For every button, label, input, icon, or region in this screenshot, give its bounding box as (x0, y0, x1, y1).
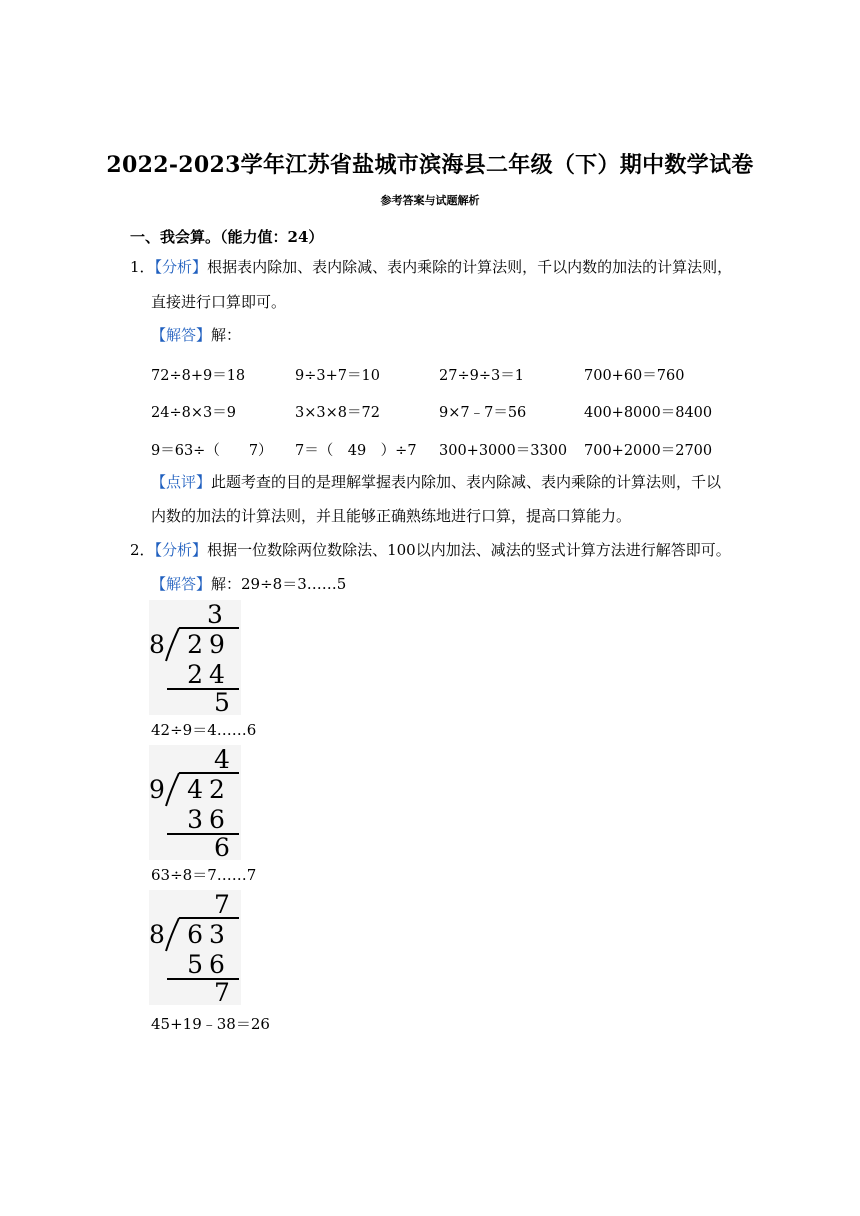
divisor: 8 (149, 630, 165, 659)
q1-answer-line (151, 328, 241, 343)
division-equation: 63÷8＝7……7 (151, 866, 257, 884)
quotient: 3 (207, 600, 223, 629)
equation: 3×3×8＝72 (295, 405, 380, 421)
answer-tag: 【解答】 (151, 575, 212, 593)
answer-tag: 【解答】 (151, 326, 212, 344)
question-number: 2． (130, 541, 155, 559)
product: 36 (187, 805, 231, 834)
equation: 72÷8+9＝18 (151, 368, 246, 384)
comment-tag: 【点评】 (151, 473, 212, 491)
long-division-figure (149, 890, 241, 1005)
quotient: 4 (214, 745, 230, 774)
equation: 9×7﹣7＝56 (439, 405, 527, 421)
analysis-text: 根据表内除加、表内除减、表内乘除的计算法则，千以内数的加法的计算法则， (207, 258, 733, 276)
remainder: 5 (214, 688, 230, 715)
analysis-text: 根据一位数除两位数除法、100以内加法、减法的竖式计算方法进行解答即可。 (207, 541, 731, 559)
equation: 24÷8×3＝9 (151, 405, 236, 421)
division-equation: 42÷9＝4……6 (151, 721, 257, 739)
comment-text: 此题考查的目的是理解掌握表内除加、表内除减、表内乘除的计算法则，千以 (211, 473, 722, 491)
page-title: 2022-2023学年江苏省盐城市滨海县二年级（下）期中数学试卷 (106, 152, 754, 178)
analysis-tag: 【分析】 (154, 258, 208, 276)
equation: 300+3000＝3300 (439, 443, 568, 459)
comment-text-cont: 内数的加法的计算法则，并且能够正确熟练地进行口算，提高口算能力。 (151, 507, 632, 525)
equation: 700+60＝760 (584, 368, 685, 384)
long-division-figure (149, 600, 241, 715)
equation: 7＝（ 49 ）÷7 (295, 443, 417, 459)
q1-analysis-line (130, 260, 732, 275)
analysis-tag: 【分析】 (154, 541, 208, 559)
q2-answer-line (151, 577, 346, 592)
product: 56 (187, 950, 231, 979)
dividend: 63 (187, 920, 231, 949)
analysis-text-cont: 直接进行口算即可。 (151, 293, 287, 311)
equation: 400+8000＝8400 (584, 405, 713, 421)
equation: 9＝63÷（ 7） (151, 443, 273, 459)
answer-text: 解： (211, 326, 242, 344)
long-division-figure (149, 745, 241, 860)
equation: 9÷3+7＝10 (295, 368, 380, 384)
section-heading: 一、我会算。（能力值：24） (130, 228, 324, 246)
page-subtitle: 参考答案与试题解析 (380, 194, 480, 207)
q2-analysis-line (130, 543, 731, 558)
divisor: 9 (149, 775, 165, 804)
equation: 700+2000＝2700 (584, 443, 713, 459)
answer-text: 解：29÷8＝3……5 (211, 575, 347, 593)
question-number: 1． (130, 258, 155, 276)
dividend: 42 (187, 775, 231, 804)
equation: 27÷9÷3＝1 (439, 368, 524, 384)
product: 24 (187, 660, 231, 689)
quotient: 7 (214, 890, 230, 919)
remainder: 7 (214, 978, 230, 1005)
q1-comment-line (151, 475, 721, 490)
addition-subtraction-equation: 45+19﹣38＝26 (151, 1015, 270, 1033)
dividend: 29 (187, 630, 231, 659)
divisor: 8 (149, 920, 165, 949)
remainder: 6 (214, 833, 230, 860)
